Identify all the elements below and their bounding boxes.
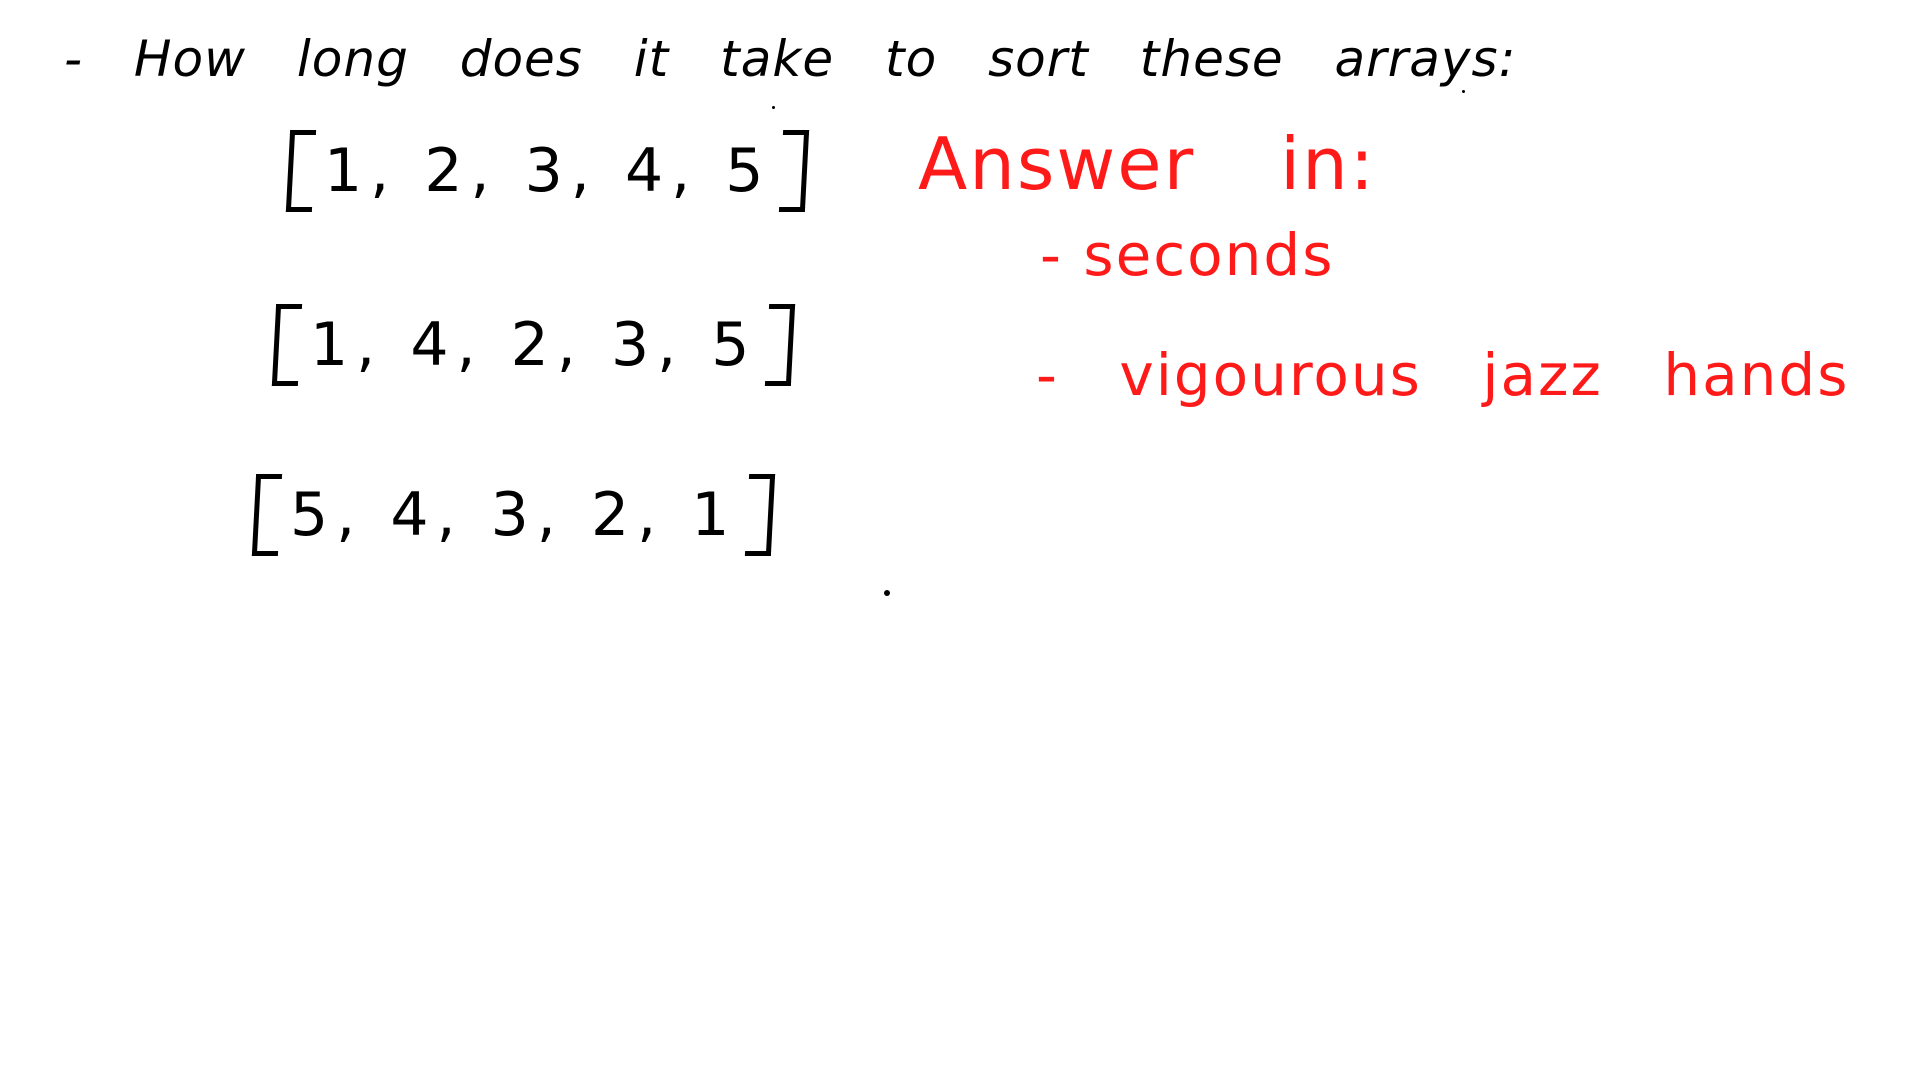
answer-option-jazz-hands: - vigourous jazz hands: [1036, 341, 1850, 409]
array-items: 5, 4, 3, 2, 1: [290, 480, 738, 550]
array-items: 1, 2, 3, 4, 5: [324, 136, 772, 206]
array-partially-sorted: [274, 300, 793, 390]
open-bracket: [272, 304, 302, 386]
stray-ink-dot: [1462, 90, 1465, 93]
array-reversed: [254, 470, 773, 560]
close-bracket: [765, 304, 795, 386]
stray-ink-dot: [772, 106, 775, 109]
close-bracket: [779, 130, 809, 212]
close-bracket: [745, 474, 775, 556]
stray-ink-dot: [884, 590, 890, 596]
array-sorted: [288, 126, 807, 216]
array-items: 1, 4, 2, 3, 5: [310, 310, 758, 380]
open-bracket: [286, 130, 316, 212]
open-bracket: [252, 474, 282, 556]
answer-option-seconds: - seconds: [1040, 221, 1335, 289]
question-text: - How long does it take to sort these arrays:: [64, 30, 1517, 88]
answer-heading: Answer in:: [918, 122, 1376, 206]
